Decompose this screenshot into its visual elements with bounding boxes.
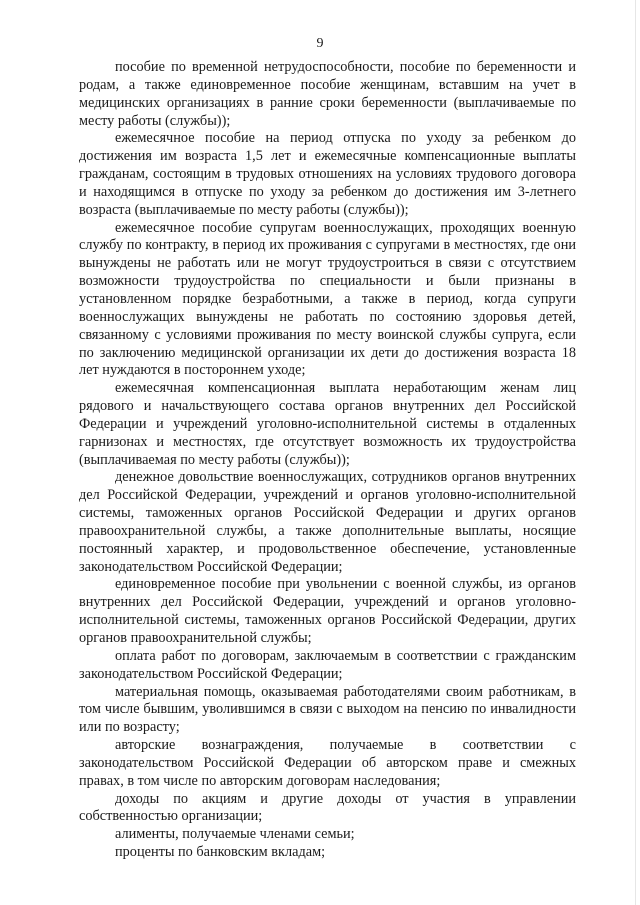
paragraph: ежемесячное пособие супругам военнослужащих, проходящих военную службу по контракту, в период их проживания с супругами в местностях, где они вынуждены не работать или не могут трудоустроиться в связи с отсутствием возможности трудоустройства по специальности и были признаны в установленном порядке безработными, а также в период, когда супруги военнослужащих вынуждены не работать по состоянию здоровья детей, связанному с условиями проживания по месту воинской службы супруга, если по заключению медицинской организации их дети до достижения возраста 18 лет нуждаются в постороннем уходе; [79, 219, 576, 379]
paragraph: денежное довольствие военнослужащих, сотрудников органов внутренних дел Российской Федерации, учреждений и органов уголовно-исполнительной системы, таможенных органов Российской Федерации и других органов правоохранительной службы, а также дополнительные выплаты, носящие постоянный характер, и продовольственное обеспечение, установленные законодательством Российской Федерации; [79, 469, 576, 575]
paragraph: алименты, получаемые членами семьи; [115, 826, 355, 843]
scan-edge-divider [635, 0, 636, 905]
paragraph: доходы по акциям и другие доходы от участия в управлении собственностью организации; [79, 790, 576, 825]
document-body [79, 59, 576, 862]
paragraph: пособие по временной нетрудоспособности, пособие по беременности и родам, а также единовременное пособие женщинам, вставшим на учет в медицинских организациях в ранние сроки беременности (выплачиваемые по месту работы (службы)); [79, 59, 576, 129]
paragraph: ежемесячное пособие на период отпуска по уходу за ребенком до достижения им возраста 1,5 лет и ежемесячные компенсационные выплаты гражданам, состоящим в трудовых отношениях на условиях трудового договора и находящимся в отпуске по уходу за ребенком до достижения им 3-летнего возраста (выплачиваемые по месту работы (службы)); [79, 130, 576, 218]
paragraph: единовременное пособие при увольнении с военной службы, из органов внутренних дел Российской Федерации, учреждений и органов уголовно-исполнительной системы, таможенных органов Российской Федерации, других органов правоохранительной службы; [79, 576, 576, 646]
page-number: 9 [316, 36, 324, 51]
paragraph: ежемесячная компенсационная выплата неработающим женам лиц рядового и начальствующего состава органов внутренних дел Российской Федерации и учреждений уголовно-исполнительной системы в отдаленных гарнизонах и местностях, где отсутствует возможность их трудоустройства (выплачиваемая по месту работы (службы)); [79, 380, 576, 468]
paragraph: оплата работ по договорам, заключаемым в соответствии с гражданским законодательством Российской Федерации; [79, 647, 576, 682]
paragraph: авторские вознаграждения, получаемые в соответствии с законодательством Российской Федерации об авторском праве и смежных правах, в том числе по авторским договорам наследования; [79, 737, 576, 789]
paragraph: проценты по банковским вкладам; [115, 844, 326, 861]
paragraph: материальная помощь, оказываемая работодателями своим работникам, в том числе бывшим, уволившимся в связи с выходом на пенсию по инвалидности или по возрасту; [79, 683, 576, 736]
